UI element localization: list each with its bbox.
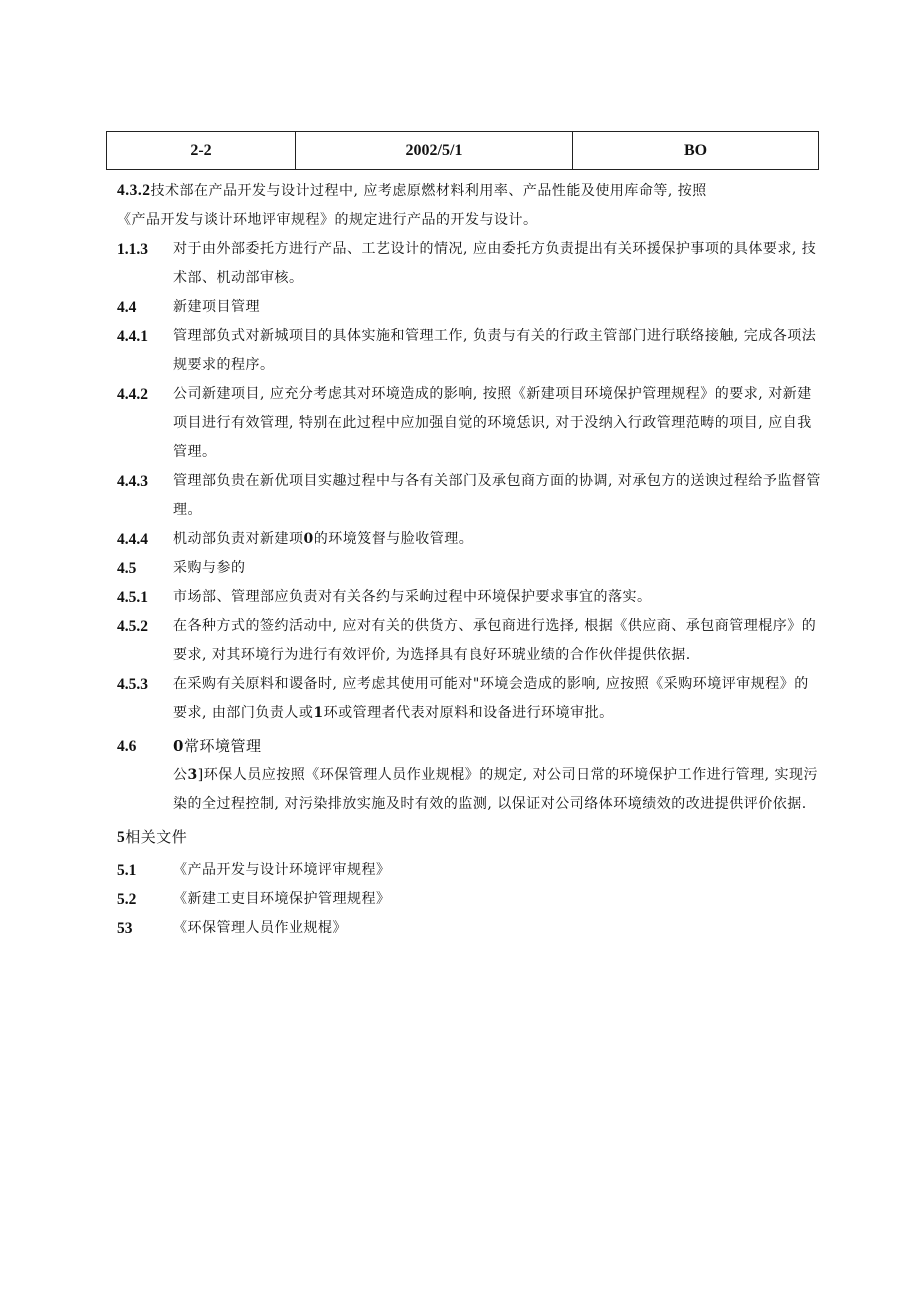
section-heading: 相关文件: [125, 828, 188, 846]
header-cell-code: BO: [573, 132, 819, 170]
heading-text: 常环境管理: [183, 737, 262, 755]
paragraph-4-4-2: [117, 380, 822, 467]
paragraph-4-4-4: [117, 525, 822, 554]
paragraph-text: 《产品开发与谈计环地评审规程》的规定进行产品的开发与设计。: [117, 212, 538, 228]
header-cell-version: 2-2: [107, 132, 296, 170]
clause-number: 4.4.3: [117, 473, 148, 490]
document-reference: 《新建工吏目环境保护管理规程》: [173, 891, 391, 907]
clause-number: 4.4.1: [117, 328, 148, 345]
paragraph-text: [173, 670, 822, 728]
clause-number: 4.4.2: [117, 386, 148, 403]
section-heading: 新建项目管理: [173, 299, 260, 315]
paragraph-4-5-2: [117, 612, 822, 670]
clause-number: 4.5.2: [117, 618, 148, 635]
paragraph-text: 管理部负式对新城项目的具体实施和管理工作, 负责与有关的行政主管部门进行联络接触, 完成各项法规要求的程序。: [173, 328, 817, 373]
header-row: [107, 132, 819, 170]
paragraph-4-5-1: [117, 583, 822, 612]
section-5-heading: [117, 823, 822, 852]
text-fragment: 环或管理者代表对原料和设备进行环境审批。: [323, 705, 614, 721]
inline-number: 0: [303, 531, 314, 547]
clause-number: 4.5: [117, 560, 137, 577]
header-table: [106, 131, 819, 170]
header-cell-date: 2002/5/1: [296, 132, 573, 170]
paragraph-4-6: [117, 732, 822, 761]
paragraph-4-3-2: [117, 176, 822, 235]
paragraph-4-4-3: [117, 467, 822, 525]
paragraph-5-3: [117, 914, 822, 943]
clause-number: 4.5.3: [117, 676, 148, 693]
paragraph-1-1-3: [117, 235, 822, 293]
paragraph-text: 市场部、管理部应负责对有关各约与采岣过程中环境保护要求事宜的落实。: [173, 589, 652, 605]
paragraph-text: 技术部在产品开发与设计过程中, 应考虑原燃材料利用率、产品性能及使用库命等, 按照: [150, 183, 707, 199]
clause-number: 5: [117, 829, 126, 846]
paragraph-text: 对于由外部委托方进行产品、工艺设计的情况, 应由委托方负责提出有关环援保护事项的具体要求, 技术部、机动部审核。: [173, 241, 817, 286]
document-reference: 《环保管理人员作业规棍》: [173, 920, 347, 936]
document-body: [117, 176, 822, 943]
clause-number: 4.3.2: [117, 182, 151, 199]
clause-number: 4.5.1: [117, 589, 148, 606]
text-fragment: 的环境笈督与脸收管理。: [313, 531, 474, 547]
section-heading: 采购与参的: [173, 560, 246, 576]
section-heading: [173, 732, 822, 761]
clause-number: 4.6: [117, 738, 137, 755]
inline-number: 0: [173, 737, 184, 755]
paragraph-text: 在各种方式的签约活动中, 应对有关的供货方、承包商进行选择, 根据《供应商、承包商管理棍序》的要求, 对其环境行为进行有效评价, 为选择具有良好环琥业绩的合作伙伴提供依据.: [173, 618, 817, 663]
clause-number: 53: [117, 920, 133, 937]
clause-number: 4.4: [117, 299, 137, 316]
paragraph-5-2: [117, 885, 822, 914]
paragraph-4-4: [117, 293, 822, 322]
paragraph-4-5: [117, 554, 822, 583]
inline-number: 1: [313, 705, 324, 721]
paragraph-text: [173, 525, 822, 554]
paragraph-4-5-3: [117, 670, 822, 728]
clause-number: 5.1: [117, 862, 137, 879]
paragraph-5-1: [117, 856, 822, 885]
clause-number: 4.4.4: [117, 531, 148, 548]
inline-number: 3: [187, 767, 198, 783]
clause-number: 1.1.3: [117, 241, 148, 258]
paragraph-text: 管理部负贵在新优项目实趣过程中与各有关部门及承包商方面的协调, 对承包方的送谀过程给予监督管理。: [173, 473, 821, 518]
paragraph-text: 公司新建项目, 应充分考虑其对环境造成的影响, 按照《新建项目环境保护管理规程》的要求, 对新建项目进行有效管理, 特别在此过程中应加强自觉的环境恁识, 对于没纳入行政管理范畴的项目, 应自我管理。: [173, 386, 812, 460]
text-fragment: 在采购有关原料和谡备时, 应考虑其使用可能对"环境会造成的影响, 应按照《采购环境评审规程》的要求, 由部门负责人或: [173, 676, 809, 721]
paragraph-4-6-body: [117, 761, 822, 819]
paragraph-4-4-1: [117, 322, 822, 380]
text-fragment: 机动部负责对新建项: [173, 531, 304, 547]
clause-number: 5.2: [117, 891, 137, 908]
paragraph-text: ]环保人员应按照《环保管理人员作业规棍》的规定, 对公司日常的环境保护工作进行管理, 实现污染的全过程控制, 对污染排放实施及时有效的监测, 以保证对公司络体环境绩效的改进提供评价依据.: [173, 767, 819, 812]
text-fragment: 公: [173, 767, 188, 783]
document-reference: 《产品开发与设计环境评审规程》: [173, 862, 391, 878]
